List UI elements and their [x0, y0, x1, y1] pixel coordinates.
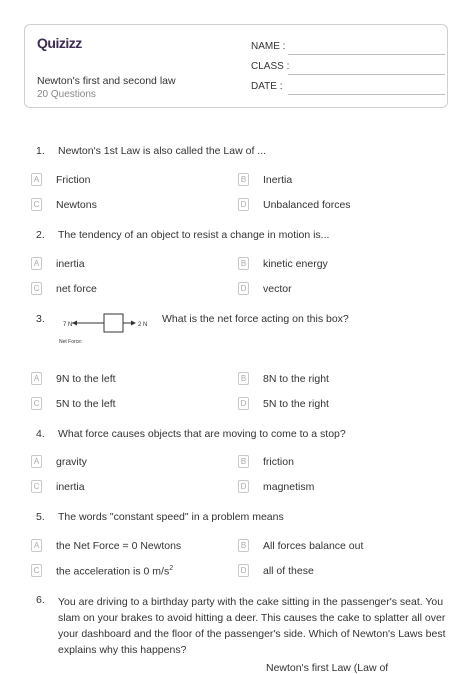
- worksheet-title: Newton's first and second law: [37, 75, 176, 87]
- class-line: [288, 74, 445, 75]
- option-letter: C: [31, 282, 42, 295]
- option-letter: D: [238, 198, 249, 211]
- option-letter: C: [31, 397, 42, 410]
- option-text: Inertia: [263, 174, 293, 186]
- question-text: The words "constant speed" in a problem means: [58, 511, 284, 523]
- right-arrow-head: [131, 321, 136, 326]
- option-letter: C: [31, 564, 42, 577]
- option-letter: A: [31, 455, 42, 468]
- superscript: 2: [169, 565, 174, 572]
- option-text: inertia: [56, 481, 85, 493]
- name-field[interactable]: [251, 41, 441, 55]
- option-text: 9N to the left: [56, 373, 116, 385]
- box-shape: [104, 314, 123, 332]
- class-field[interactable]: [251, 61, 441, 75]
- option-text: Newtons: [56, 199, 97, 211]
- option-text: magnetism: [263, 481, 315, 493]
- question-number: 2.: [36, 229, 45, 241]
- option-letter: C: [31, 480, 42, 493]
- net-force-caption: Net Force:: [59, 339, 83, 345]
- option-letter: B: [238, 539, 249, 552]
- option-letter: B: [238, 173, 249, 186]
- question-number: 6.: [36, 594, 45, 606]
- option-text: 5N to the right: [263, 398, 329, 410]
- option-letter: A: [31, 372, 42, 385]
- option-letter: A: [31, 257, 42, 270]
- option-letter: B: [238, 257, 249, 270]
- option-text: gravity: [56, 456, 87, 468]
- question-text: Newton's 1st Law is also called the Law of ...: [58, 145, 267, 157]
- option-text: Friction: [56, 174, 91, 186]
- option-text: 8N to the right: [263, 373, 329, 385]
- name-line: [288, 54, 445, 55]
- option-text: all of these: [263, 565, 314, 577]
- quizizz-logo: Quizizz: [37, 35, 82, 51]
- option-text: vector: [263, 283, 292, 295]
- partial-option: Newton's first Law (Law of: [266, 662, 389, 674]
- option-letter: C: [31, 198, 42, 211]
- class-label: CLASS :: [251, 61, 290, 72]
- option-text: All forces balance out: [263, 540, 364, 552]
- option-text: Unbalanced forces: [263, 199, 351, 211]
- option-text: 5N to the left: [56, 398, 116, 410]
- question-number: 5.: [36, 511, 45, 523]
- option-text: net force: [56, 283, 97, 295]
- option-letter: D: [238, 564, 249, 577]
- question-text: You are driving to a birthday party with the cake sitting in the passenger's seat. You slam on your brakes to avoid hitting a deer. This causes the cake to splatter all over your dashboard and the floor of the passenger's side. Which of Newton's Laws best explains why this happens?: [58, 596, 446, 656]
- date-label: DATE :: [251, 81, 283, 92]
- force-diagram-svg: [56, 310, 156, 346]
- option-text: friction: [263, 456, 294, 468]
- option-letter: D: [238, 282, 249, 295]
- question-number: 4.: [36, 428, 45, 440]
- option-letter: B: [238, 455, 249, 468]
- left-arrow-head: [72, 321, 77, 326]
- question-3-text: [162, 313, 349, 325]
- option-text: inertia: [56, 258, 85, 270]
- name-label: NAME :: [251, 41, 286, 52]
- question-text: The tendency of an object to resist a change in motion is...: [58, 229, 330, 241]
- date-field[interactable]: [251, 81, 441, 95]
- option-letter: A: [31, 539, 42, 552]
- option-text: the Net Force = 0 Newtons: [56, 540, 182, 552]
- question-text: What is the net force acting on this box?: [162, 313, 349, 325]
- date-line: [288, 94, 445, 95]
- right-force-label: 2 N: [138, 322, 148, 328]
- option-text: [56, 565, 173, 578]
- left-force-label: 7 N: [63, 322, 73, 328]
- worksheet-header: [24, 24, 448, 108]
- force-diagram: [56, 310, 156, 346]
- question-number: 3.: [36, 313, 45, 325]
- option-letter: A: [31, 173, 42, 186]
- option-letter: D: [238, 397, 249, 410]
- option-letter: B: [238, 372, 249, 385]
- question-text: What force causes objects that are moving to come to a stop?: [58, 428, 346, 440]
- question-count: 20 Questions: [37, 89, 96, 100]
- option-letter: D: [238, 480, 249, 493]
- question-number: 1.: [36, 145, 45, 157]
- option-text-main: the acceleration is 0 m/s: [56, 565, 170, 578]
- option-text: kinetic energy: [263, 258, 328, 270]
